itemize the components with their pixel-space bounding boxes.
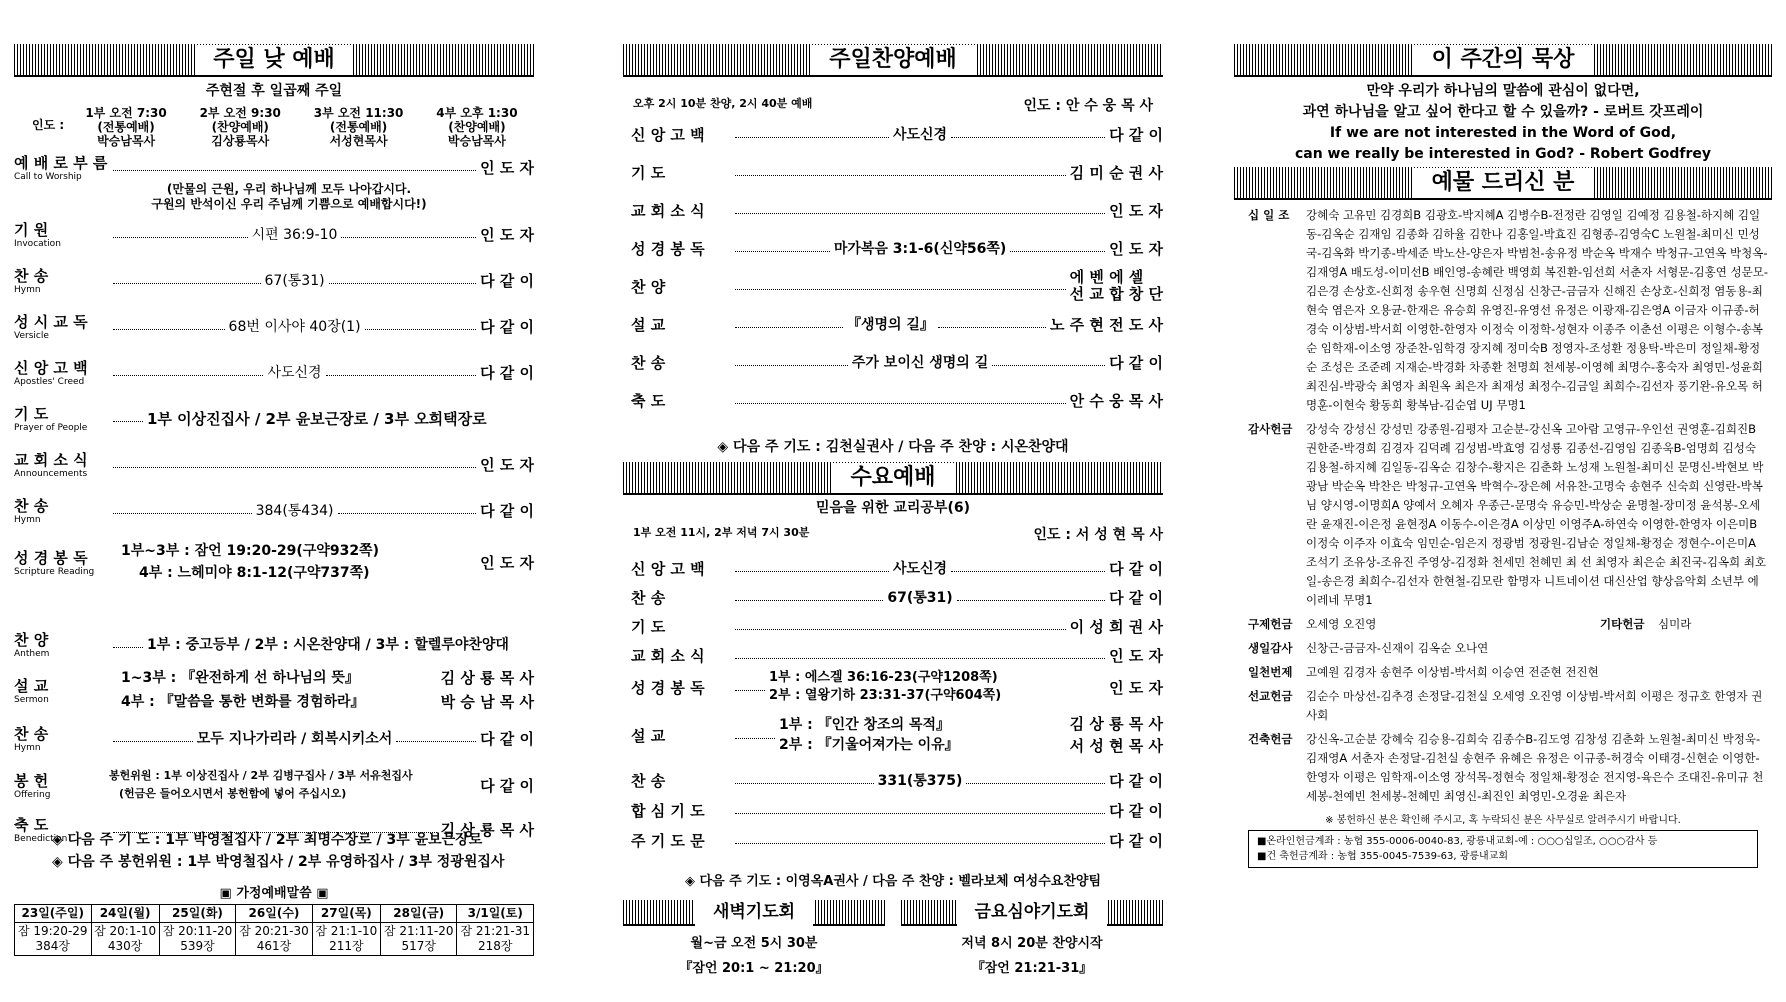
family-day: 24일(월) — [91, 905, 159, 923]
service-1: 1부 오전 7:30 (전통예배) 박승남목사 — [85, 106, 167, 148]
order-row — [631, 306, 1163, 342]
order-content: 『생명의 길』 — [846, 317, 934, 333]
order-benediction: 축 도 Benediction 김 상 룡 목 사 — [14, 816, 534, 844]
order-content: 마가복음 3:1-6(신약56쪽) — [833, 241, 1007, 257]
wednesday-time-row: 1부 오전 11시, 2부 저녁 7시 30분 인도 : 서 성 현 목 사 — [633, 526, 1163, 543]
family-day: 3/1일(토) — [457, 905, 534, 923]
praise-next-week: ◈ 다음 주 기도 : 김천실권사 / 다음 주 찬양 : 시온찬양대 — [717, 439, 1069, 455]
dawn-prayer-title: 새벽기도회 — [695, 897, 813, 927]
offerings-list — [1234, 206, 1772, 806]
order-versicle: 성 시 교 독 Versicle 68번 이사야 40장(1) 다 같 이 — [14, 313, 534, 341]
order-label: 성 경 봉 독 — [631, 239, 705, 258]
order-content: 331(통375) — [877, 773, 963, 789]
sunday-worship-title: 주일 낮 예배 — [195, 45, 353, 75]
order-hymn-1: 찬 송 Hymn 67(통31) 다 같 이 — [14, 267, 534, 295]
meditation-column — [1234, 44, 1772, 974]
order-row — [631, 154, 1163, 190]
offering-group: 선교헌금 김순수 마상선-김추경 손정달-김천실 오세영 오진영 이상범-박서희 이평은 정규호 한영자 권사회 — [1248, 689, 1763, 722]
offering-group: 감사헌금 강성숙 강성신 강성민 강종원-김평자 고순분-강신옥 고아람 고영규-우인선 권영훈-김희진B 권한준-박경희 김경자 김덕례 김성범-박효영 김성룡 김종선-김영임 김종욱B-엄명희 김성숙 김용철-하지혜 김일동-김옥순 김창수-황지은 김춘화 노성재 노원철-최미신 문명신-박현보 박광남 박순옥 박찬은 박청규-고연옥 박혁수-장은혜 서유찬-고명숙 송현주 신숙희 신영란-박복님 양시영-이명희A 양예서 오혜자 우종근-문명숙 유승민-박상순 윤명철-장미정 윤석봉-오세란 윤재진-이은정 윤현정A 이동수-이은경A 이상민 이영주A-하연숙 이영한-한영자 이은미B 이정숙 이주자 이효숙 임민순-임은지 정광범 정광원-김남순 정일채-황정순 정현수-이은미A 조석기 조유상-조유진 주영상-김정화 천세민 천혜민 최 선 최영자 최은순 최진국-김옥희 최호일-송은경 최희수-김선자 한현철-김모란 함명자 니트네이션 대신산업 향상음악회 소년부 에이레네 무명1 — [1248, 422, 1767, 607]
praise-time-row: 오후 2시 10분 찬양, 2시 40분 예배 인도 : 안 수 웅 목 사 — [633, 97, 1153, 114]
order-leader: 다 같 이 — [1109, 771, 1163, 790]
offering-group: 생일감사 신창근-금금자-신재이 김옥순 오나연 — [1248, 641, 1489, 655]
family-day: 28일(금) — [380, 905, 457, 923]
bank-accounts: ■온라인헌금계좌 : 농협 355-0006-0040-83, 광릉내교회-예 : ○○○십일조, ○○○감사 등 ■건 축헌금계좌 : 농협 355-0045-7539-63, 광릉내교회 — [1248, 830, 1758, 868]
order-sermon: 설 교 Sermon 1~3부 : 『완전하게 선 하나님의 뜻』 4부 : 『말씀을 통한 변화를 경험하라』 김 상 룡 목 사 박 승 남 목 사 — [14, 669, 534, 711]
order-label: 신 앙 고 백 — [631, 559, 705, 578]
order-label: 찬 양 — [631, 277, 666, 296]
order-label: 찬 송 — [631, 771, 666, 790]
offering-group: 일천번제 고예원 김경자 송현주 이상범-박서희 이승연 전준현 전진현 — [1248, 665, 1599, 679]
order-leader: 김 미 순 권 사 — [1069, 163, 1163, 182]
order-offering: 봉 헌 Offering 봉헌위원 : 1부 이상진집사 / 2부 김병구집사 / 3부 서유천집사 (헌금은 들어오시면서 봉헌함에 넣어 주십시오) 다 같 이 — [14, 769, 534, 800]
wednesday-title: 수요예배 — [832, 463, 953, 493]
service-4: 4부 오후 1:30 (찬양예배) 박승남목사 — [436, 106, 518, 148]
order-row — [631, 382, 1163, 418]
service-times — [14, 106, 534, 148]
family-day: 27일(목) — [312, 905, 380, 923]
family-worship-title: ▣ 가정예배말씀 ▣ — [219, 886, 329, 901]
dawn-prayer-block: 새벽기도회 월~금 오전 5시 30분 『잠언 20:1 ~ 21:20』 — [623, 900, 885, 976]
sunday-subtitle: 주현절 후 일곱째 주일 — [205, 83, 343, 99]
order-label: 찬 송 — [631, 588, 666, 607]
order-leader: 안 수 웅 목 사 — [1069, 391, 1163, 410]
family-reading: 잠 20:1-10 430장 — [91, 923, 159, 956]
order-label: 주 기 도 문 — [631, 831, 705, 850]
order-leader: 다 같 이 — [1109, 831, 1163, 850]
meditation-header — [1234, 44, 1772, 77]
praise-worship-header — [623, 44, 1163, 77]
order-row — [631, 116, 1163, 152]
order-content: 67(통31) — [887, 590, 953, 606]
offerings-notice: ※ 봉헌하신 분은 확인해 주시고, 혹 누락되신 분은 사무실로 알려주시기 바랍니다. — [1325, 815, 1681, 826]
wednesday-subtitle: 믿음을 위한 교리공부(6) — [815, 500, 970, 516]
order-row — [631, 822, 1163, 858]
order-label: 찬 송 — [631, 353, 666, 372]
order-content: 주가 보이신 생명의 길 — [851, 355, 989, 371]
order-label: 교 회 소 식 — [631, 201, 705, 220]
wed-sermon: 설 교 1부 : 『인간 창조의 목적』 2부 : 『기울어져가는 이유』 김 상 룡 목 사 서 성 현 목 사 — [631, 715, 1163, 755]
service-3: 3부 오전 11:30 (전통예배) 서성현목사 — [313, 106, 404, 148]
family-reading: 잠 20:11-20 539장 — [159, 923, 236, 956]
order-leader: 다 같 이 — [1109, 801, 1163, 820]
offerings-title: 예물 드리신 분 — [1414, 168, 1593, 198]
family-day: 23일(주일) — [15, 905, 92, 923]
service-2: 2부 오전 9:30 (찬양예배) 김상룡목사 — [199, 106, 281, 148]
offering-group: 십 일 조 강혜숙 고유민 김경희B 김광호-박지혜A 김병수B-전정란 김영일 김예정 김용철-하지혜 김일동-김옥순 김재임 김종화 김하율 김한나 김홍일-박효진 김형종-김영숙C 노원철-최미신 민성국-김옥화 박기종-박세준 박노산-양은자 박범천-송유정 박순옥 박재수 박청규-고연옥 박청옥-김재영A 배도성-이미선B 배인영-송혜란 백영희 복진환-임선희 서춘자 서형문-김홍연 성문모-김은경 손상호-신희정 송우현 신명희 신정심 신창근-금금자 신해진 손상호-신희정 염동용-최현숙 염은자 오용균-한재은 유승희 유영진-유영선 유정은 이광재-김은영A 이금자 이규종-허경숙 이상범-박서희 이영한-한영자 이정숙 이정학-성현자 이종주 이춘선 이평은 이형수-송복순 임학재-이소영 장준찬-임학경 장지혜 정미숙B 정영자-조성환 정용탁-박은미 정일채-황정순 조성은 조준례 지재순-박경화 차종환 천명희 천세봉-이영혜 최명수-홍숙자 최영민-성윤희 최진심-박광숙 최영자 최원옥 최은자 최재성 최정수-김금일 최희수-김선자 풍기완-유오목 허명훈-이현숙 황동희 황복남-김순엽 UJ 무명1 — [1248, 208, 1769, 412]
order-invocation: 기 원 Invocation 시편 36:9-10 인 도 자 — [14, 221, 534, 249]
order-leader: 인 도 자 — [1109, 646, 1163, 665]
wed-scripture: 성 경 봉 독 1부 : 에스겔 36:16-23(구약1208쪽) 2부 : 열왕기하 23:31-37(구약604쪽) 인 도 자 — [631, 670, 1163, 703]
friday-prayer-title: 금요심야기도회 — [957, 897, 1108, 927]
wednesday-header — [623, 462, 1163, 495]
praise-worship-title: 주일찬양예배 — [811, 45, 975, 75]
sunday-worship-header — [14, 44, 534, 77]
order-row — [631, 344, 1163, 380]
offerings-header — [1234, 167, 1772, 200]
order-hymn-2: 찬 송 Hymn 384(통434) 다 같 이 — [14, 497, 534, 525]
order-leader: 다 같 이 — [1109, 353, 1163, 372]
order-row — [631, 268, 1163, 304]
family-reading: 잠 19:20-29 384장 — [15, 923, 92, 956]
call-note: (만물의 근원, 우리 하나님께 모두 나아갑시다. 구원의 반석이신 우리 주님께 기쁨으로 예배합시다!) — [151, 182, 427, 211]
order-label: 설 교 — [631, 315, 666, 334]
friday-prayer-block: 금요심야기도회 저녁 8시 20분 찬양시작 『잠언 21:21-31』 — [901, 900, 1163, 976]
order-label: 축 도 — [631, 391, 666, 410]
family-reading: 잠 21:11-20 517장 — [380, 923, 457, 956]
family-reading: 잠 20:21-30 461장 — [236, 923, 313, 956]
order-scripture: 성 경 봉 독 Scripture Reading 1부~3부 : 잠언 19:20-29(구약932쪽) 4부 : 느헤미야 8:1-12(구약737쪽) 인 도 자 — [14, 543, 534, 581]
order-row — [631, 192, 1163, 228]
order-content: 사도신경 — [892, 127, 948, 143]
order-leader: 다 같 이 — [1109, 559, 1163, 578]
order-leader: 다 같 이 — [1109, 588, 1163, 607]
order-call-to-worship: 예 배 로 부 름 Call to Worship 인 도 자 — [14, 154, 534, 182]
order-label: 기 도 — [631, 163, 666, 182]
order-content: 사도신경 — [892, 561, 948, 577]
order-anthem: 찬 양 Anthem 1부 : 중고등부 / 2부 : 시온찬양대 / 3부 : 할렐루야찬양대 — [14, 631, 509, 659]
order-leader: 노 주 현 전 도 사 — [1049, 315, 1163, 334]
meditation-title: 이 주간의 묵상 — [1414, 45, 1593, 75]
order-label: 신 앙 고 백 — [631, 125, 705, 144]
family-day: 26일(수) — [236, 905, 313, 923]
order-prayer: 기 도 Prayer of People 1부 이상진집사 / 2부 윤보근장로 / 3부 오희택장로 — [14, 405, 487, 433]
order-leader: 다 같 이 — [1109, 125, 1163, 144]
order-leader: 인 도 자 — [1109, 239, 1163, 258]
family-reading: 잠 21:1-10 211장 — [312, 923, 380, 956]
order-hymn-3: 찬 송 Hymn 모두 지나가리라 / 회복시키소서 다 같 이 — [14, 725, 534, 753]
order-label: 합 심 기 도 — [631, 801, 705, 820]
offering-group: 건축헌금 강신옥-고순분 강혜숙 김승용-김희숙 김종수B-김도영 김창성 김춘화 노원철-최미신 박정욱-김재영A 서춘자 손정달-김천실 송현주 유혜은 유정은 이규종-허경숙 이태경-신현순 이영한-한영자 이평은 임학재-이소영 장석목-정현숙 정일채-황정순 전지영-육은수 조대진-유미규 천세봉-천예빈 천세봉-천혜민 최영신-최진인 최영민-오경윤 최은자 — [1248, 732, 1764, 803]
family-day: 25일(화) — [159, 905, 236, 923]
order-announcements: 교 회 소 식 Announcements 인 도 자 — [14, 451, 534, 479]
praise-worship-column — [623, 44, 1163, 974]
order-label: 기 도 — [631, 617, 666, 636]
wednesday-next-week: ◈ 다음 주 기도 : 이영옥A권사 / 다음 주 찬양 : 벨라보체 여성수요찬양팀 — [684, 874, 1102, 889]
order-leader: 인 도 자 — [1109, 201, 1163, 220]
meditation-quote: 만약 우리가 하나님의 말씀에 관심이 없다면, 과연 하나님을 알고 싶어 한다고 할 수 있을까? - 로버트 갓프레이 If we are not interested in the Word of God, can we really be interested in God? - Robert Godfrey — [1294, 83, 1712, 162]
next-week-info: ◈ 다음 주 기 도 : 1부 박영철집사 / 2부 최명수장로 / 3부 윤보근장로 ◈ 다음 주 봉헌위원 : 1부 박영철집사 / 2부 유영하집사 / 3부 정광원집사 — [52, 832, 505, 870]
order-label: 교 회 소 식 — [631, 646, 705, 665]
offering-group: 구제헌금 오세영 오진영 기타헌금 심미라 — [1248, 617, 1692, 631]
order-creed: 신 앙 고 백 Apostles' Creed 사도신경 다 같 이 — [14, 359, 534, 387]
order-leader: 에 벤 에 셀 선 교 합 창 단 — [1069, 268, 1163, 303]
family-reading: 잠 21:21-31 218장 — [457, 923, 534, 956]
order-leader: 이 성 희 권 사 — [1069, 617, 1163, 636]
family-worship-table — [14, 904, 534, 956]
leader-label: 인도 : — [32, 118, 65, 132]
order-row — [631, 230, 1163, 266]
sunday-worship-column — [14, 44, 534, 974]
